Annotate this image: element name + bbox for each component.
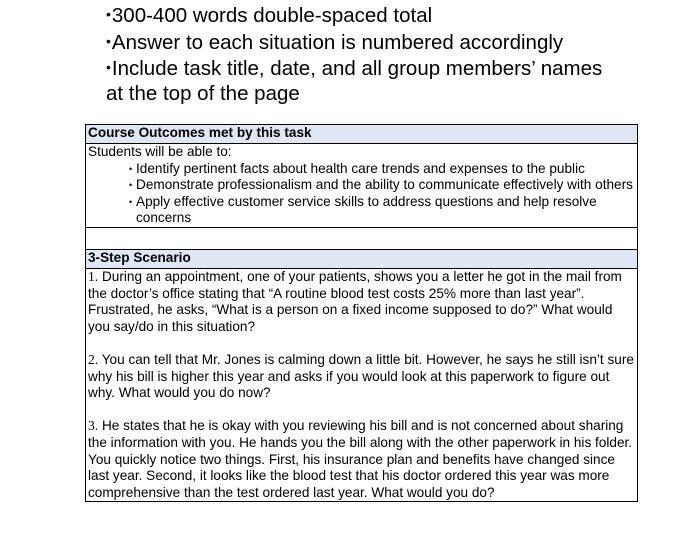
outcome-item <box>129 161 637 178</box>
requirement-text: Answer to each situation is numbered accordingly <box>111 30 564 54</box>
step-number: 3. <box>88 418 99 434</box>
scenario-step <box>88 352 637 402</box>
outcome-text: Demonstrate professionalism and the ability to communicate effectively with others <box>136 177 633 193</box>
bullet-icon: • <box>129 196 133 207</box>
scenario-step <box>88 269 637 335</box>
spacer-row <box>86 227 638 249</box>
step-text: During an appointment, one of your patients, shows you a letter he got in the mail from the doctor’s office stating that “A routine blood test costs 25% more than last year”. Frustrated, he asks, “What is a person on a fixed income supposed to do?” What would you say/do in this situation? <box>88 268 622 334</box>
bullet-icon: • <box>106 6 111 22</box>
requirement-item <box>106 2 666 29</box>
outcome-text: Identify pertinent facts about health care trends and expenses to the public <box>136 160 585 176</box>
scenario-cell <box>86 268 638 501</box>
step-number: 2. <box>88 351 99 367</box>
step-number: 1. <box>88 268 99 284</box>
scenario-step <box>88 418 637 501</box>
task-table <box>85 124 638 502</box>
outcome-item <box>129 177 637 194</box>
bullet-icon: • <box>106 32 111 49</box>
bullet-icon: • <box>129 180 133 191</box>
requirement-item <box>106 29 666 56</box>
scenario-heading: 3-Step Scenario <box>86 249 638 268</box>
requirement-text: 300-400 words double-spaced total <box>111 4 433 27</box>
bullet-icon: • <box>106 59 111 75</box>
requirements-list <box>106 2 666 106</box>
requirement-text: Include task title, date, and all group members’ names <box>111 57 603 80</box>
outcomes-cell <box>86 144 638 228</box>
step-text: He states that he is okay with you reviewing his bill and is not concerned about sharing the information with you. He hands you the bill along with the other paperwork in his folder. You quickly notice two things. First, his insurance plan and benefits have changed since last year. Second, it looks like the blood test that his doctor ordered this year was more comprehensive than the test ordered last year. What would you do? <box>88 418 633 500</box>
outcomes-intro: Students will be able to: <box>88 144 232 159</box>
outcome-text: Apply effective customer service skills to address questions and help resolve concerns <box>136 193 597 226</box>
bullet-icon: • <box>129 163 133 174</box>
requirement-item <box>106 55 666 82</box>
requirement-continuation: at the top of the page <box>106 81 300 105</box>
step-text: You can tell that Mr. Jones is calming down a little bit. However, he says he still isn’t sure why his bill is higher this year and asks if you would look at this paperwork to figure out why. What would you do now? <box>88 351 634 401</box>
outcome-item <box>129 194 637 227</box>
outcomes-heading: Course Outcomes met by this task <box>86 125 638 144</box>
outcomes-list <box>88 161 637 227</box>
